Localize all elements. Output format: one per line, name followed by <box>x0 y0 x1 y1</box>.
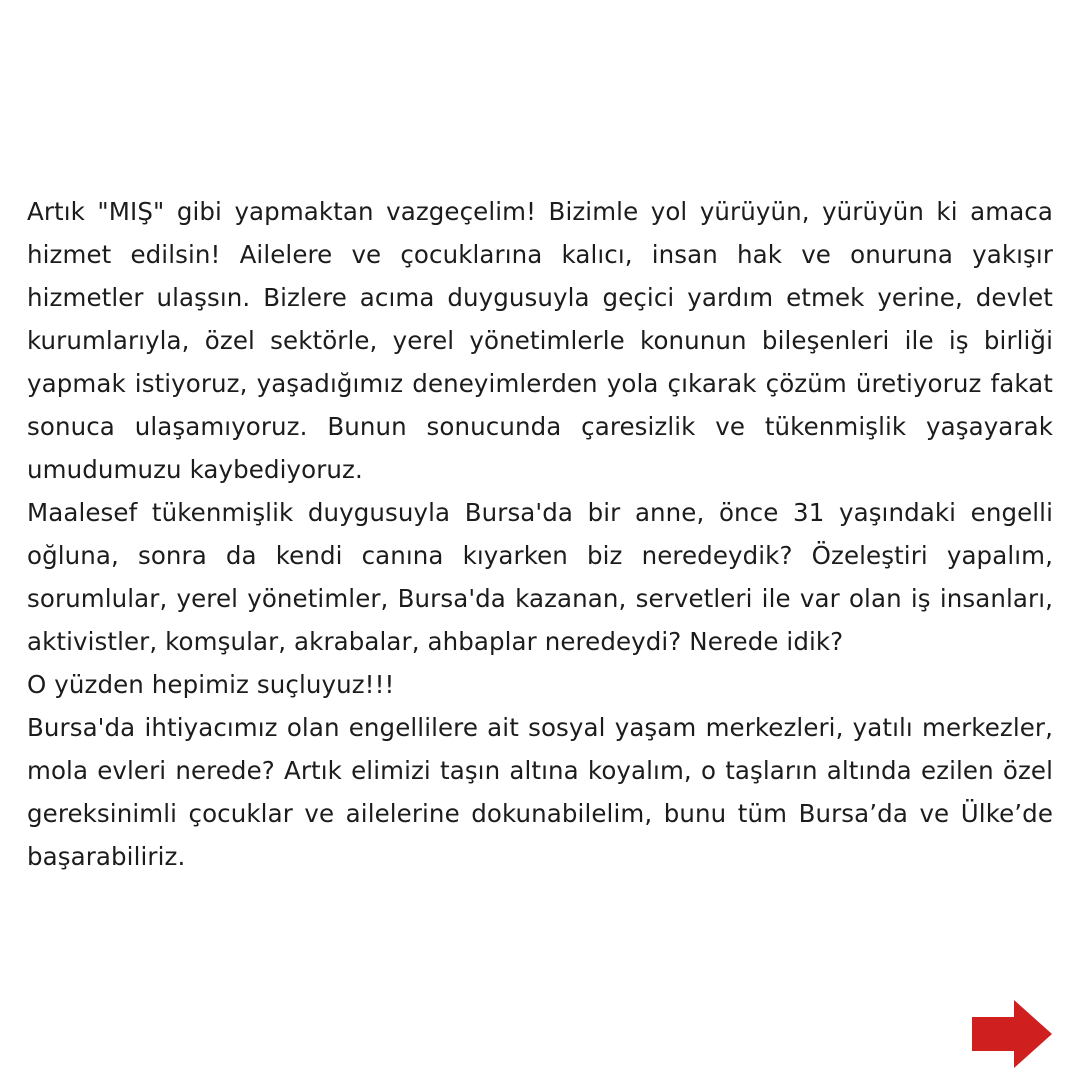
paragraph-3: O yüzden hepimiz suçluyuz!!! <box>27 670 395 699</box>
paragraph-4: Bursa'da ihtiyacımız olan engellilere ait sosyal yaşam merkezleri, yatılı merkezler, mola evleri nerede? Artık elimizi taşın altına koyalım, o taşların altında ezilen özel gereksinimli çocuklar ve ailelerine dokunabilelim, bunu tüm Bursa’da ve Ülke’de başarabiliriz. <box>27 713 1053 871</box>
next-page-button[interactable] <box>970 998 1054 1070</box>
paragraph-1: Artık "MIŞ" gibi yapmaktan vazgeçelim! Bizimle yol yürüyün, yürüyün ki amaca hizmet edilsin! Ailelere ve çocuklarına kalıcı, insan hak ve onuruna yakışır hizmetler ulaşsın. Bizlere acıma duygusuyla geçici yardım etmek yerine, devlet kurumlarıyla, özel sektörle, yerel yönetimlerle konunun bileşenleri ile iş birliği yapmak istiyoruz, yaşadığımız deneyimlerden yola çıkarak çözüm üretiyoruz fakat sonuca ulaşamıyoruz. Bunun sonucunda çaresizlik ve tükenmişlik yaşayarak umudumuzu kaybediyoruz. <box>27 197 1053 484</box>
paragraph-2: Maalesef tükenmişlik duygusuyla Bursa'da bir anne, önce 31 yaşındaki engelli oğluna, sonra da kendi canına kıyarken biz neredeydik? Özeleştiri yapalım, sorumlular, yerel yönetimler, Bursa'da kazanan, servetleri ile var olan iş insanları, aktivistler, komşular, akrabalar, ahbaplar neredeydi? Nerede idik? <box>27 498 1053 656</box>
body-text <box>27 190 1053 878</box>
arrow-right-icon <box>970 998 1054 1070</box>
